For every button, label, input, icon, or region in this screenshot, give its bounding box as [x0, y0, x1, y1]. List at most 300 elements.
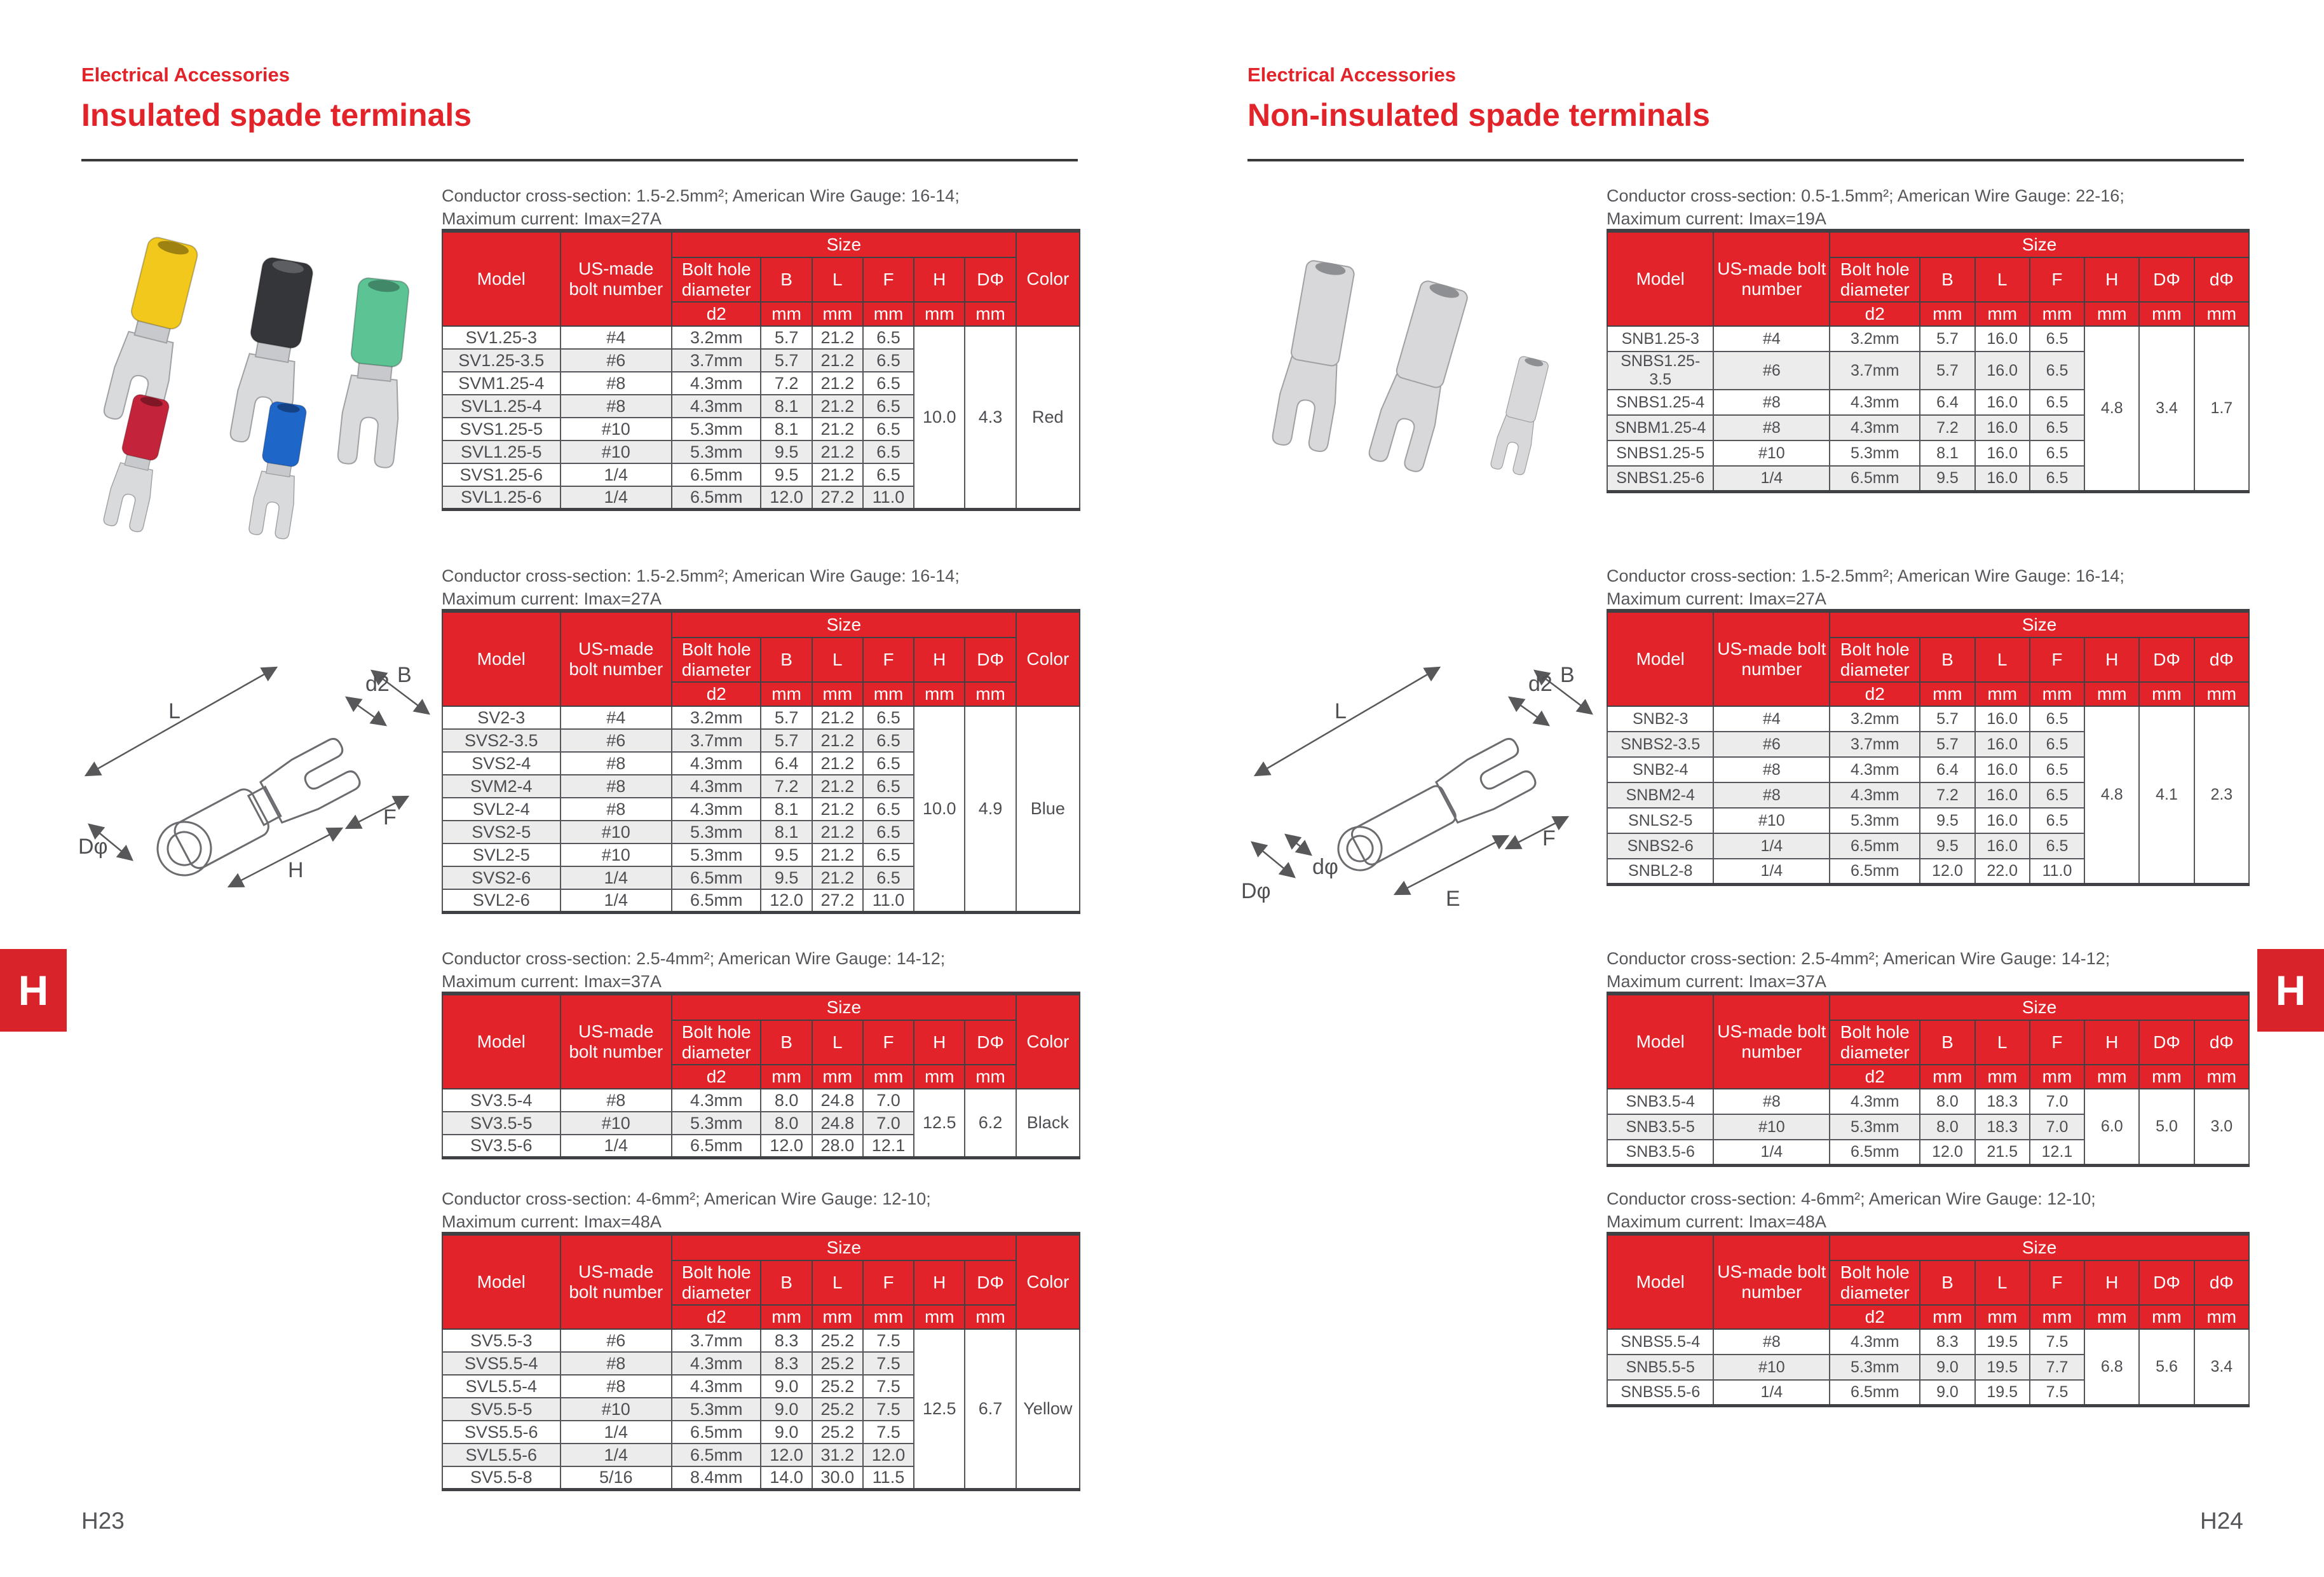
cell-color-merged: Black [1016, 1089, 1080, 1157]
cell-F: 7.5 [2030, 1380, 2084, 1405]
cell-F: 6.5 [2030, 352, 2084, 390]
header-bolt-hole: Bolt hole diameter [1830, 638, 1920, 682]
cell-d2: 5.3mm [1830, 1114, 1920, 1140]
cell-model: SV1.25-3.5 [442, 349, 561, 372]
cell-F: 6.5 [2030, 808, 2084, 833]
spec-table [1607, 992, 2250, 1167]
cell-L: 16.0 [1975, 440, 2030, 466]
cell-bolt-number: #4 [1713, 326, 1830, 352]
header-Dphi: DΦ [965, 638, 1016, 682]
right-page-title: Non-insulated spade terminals [1247, 97, 1710, 133]
cell-B: 7.2 [1920, 782, 1974, 808]
insulated-terminals-photo [79, 219, 438, 540]
header-mm: mm [863, 1305, 914, 1329]
cell-d2: 6.5mm [672, 463, 761, 486]
header-size: Size [1830, 231, 2249, 257]
cell-H-merged: 6.0 [2084, 1089, 2139, 1165]
cell-F: 6.5 [2030, 466, 2084, 491]
note-line-1: Conductor cross-section: 1.5-2.5mm²; American Wire Gauge: 16-14; [442, 186, 960, 205]
note-line-1: Conductor cross-section: 1.5-2.5mm²; American Wire Gauge: 16-14; [442, 566, 960, 585]
cell-model: SNB3.5-4 [1607, 1089, 1713, 1114]
note-line-1: Conductor cross-section: 4-6mm²; American Wire Gauge: 12-10; [442, 1189, 931, 1208]
note-line-2: Maximum current: Imax=27A [442, 209, 662, 228]
cell-d2: 6.5mm [672, 1421, 761, 1444]
non-insulated-terminal-diagram [1236, 658, 1608, 912]
cell-dphi-lower-merged: 3.4 [2194, 1329, 2249, 1405]
spec-table-sv2 [442, 609, 1080, 914]
cell-F: 7.5 [2030, 1329, 2084, 1355]
cell-bolt-number: 1/4 [561, 486, 672, 509]
cell-F: 7.0 [863, 1112, 914, 1135]
cell-model: SVL1.25-5 [442, 440, 561, 463]
header-H: H [914, 257, 965, 302]
header-bolt-number: US-made bolt number [561, 231, 672, 326]
cell-d2: 5.3mm [1830, 808, 1920, 833]
cell-bolt-number: #8 [1713, 782, 1830, 808]
cell-B: 12.0 [761, 1444, 812, 1466]
cell-L: 25.2 [812, 1352, 863, 1375]
header-Dphi: DΦ [2139, 1260, 2194, 1305]
header-size: Size [1830, 993, 2249, 1020]
cell-model: SNLS2-5 [1607, 808, 1713, 833]
non-insulated-terminals-photo [1255, 248, 1601, 515]
header-d2: d2 [672, 682, 761, 706]
dim-label-Dphi: Dφ [78, 835, 108, 859]
cell-d2: 4.3mm [1830, 757, 1920, 782]
cell-bolt-number: #6 [1713, 732, 1830, 757]
spec-table-snb35 [1607, 992, 2250, 1167]
cell-model: SVL1.25-6 [442, 486, 561, 509]
header-mm: mm [965, 682, 1016, 706]
header-B: B [1920, 1260, 1974, 1305]
cell-d2: 5.3mm [672, 843, 761, 866]
cell-d2: 5.3mm [672, 418, 761, 440]
header-bolt-hole: Bolt hole diameter [672, 638, 761, 682]
note-line-2: Maximum current: Imax=27A [442, 589, 662, 608]
table-note [1607, 184, 2124, 230]
header-mm: mm [2139, 1305, 2194, 1329]
cell-L: 21.5 [1975, 1140, 2030, 1165]
cell-F: 11.5 [863, 1466, 914, 1489]
cell-bolt-number: #10 [1713, 440, 1830, 466]
header-mm: mm [761, 682, 812, 706]
cell-H-merged: 4.8 [2084, 706, 2139, 884]
header-L: L [812, 638, 863, 682]
header-F: F [2030, 1020, 2084, 1065]
header-d2: d2 [1830, 1305, 1920, 1329]
cell-bolt-number: #6 [1713, 352, 1830, 390]
cell-L: 16.0 [1975, 706, 2030, 732]
cell-d2: 4.3mm [672, 1375, 761, 1398]
header-B: B [1920, 1020, 1974, 1065]
header-bolt-number: US-made bolt number [1713, 1234, 1830, 1329]
cell-L: 24.8 [812, 1089, 863, 1112]
cell-F: 6.5 [863, 372, 914, 395]
cell-B: 5.7 [1920, 326, 1974, 352]
cell-model: SVM2-4 [442, 775, 561, 798]
cell-F: 6.5 [2030, 757, 2084, 782]
cell-B: 8.3 [761, 1352, 812, 1375]
cell-model: SNBS1.25-3.5 [1607, 352, 1713, 390]
cell-bolt-number: 1/4 [561, 463, 672, 486]
cell-L: 25.2 [812, 1329, 863, 1352]
cell-B: 8.0 [1920, 1114, 1974, 1140]
header-mm: mm [761, 302, 812, 326]
cell-H-merged: 12.5 [914, 1089, 965, 1157]
cell-bolt-number: 1/4 [561, 1135, 672, 1157]
cell-Dphi-merged: 3.4 [2139, 326, 2194, 491]
dim-label-L: L [1335, 699, 1347, 723]
dim-label-Dphi: Dφ [1241, 879, 1271, 903]
cell-B: 8.1 [761, 821, 812, 843]
cell-bolt-number: #10 [561, 821, 672, 843]
header-mm: mm [1975, 1065, 2030, 1089]
right-page-number: H24 [2200, 1508, 2243, 1534]
cell-B: 5.7 [1920, 352, 1974, 390]
cell-B: 9.5 [1920, 833, 1974, 859]
header-mm: mm [914, 1065, 965, 1089]
cell-d2: 4.3mm [672, 1089, 761, 1112]
cell-F: 6.5 [863, 463, 914, 486]
chapter-tab-right: H [2257, 949, 2324, 1032]
cell-L: 19.5 [1975, 1355, 2030, 1380]
cell-B: 8.1 [1920, 440, 1974, 466]
dim-label-B: B [397, 663, 412, 687]
cell-F: 7.0 [2030, 1089, 2084, 1114]
header-d2: d2 [1830, 682, 1920, 706]
cell-model: SVS5.5-6 [442, 1421, 561, 1444]
header-mm: mm [2139, 302, 2194, 326]
cell-F: 6.5 [2030, 415, 2084, 440]
spec-table-sv55 [442, 1232, 1080, 1491]
cell-bolt-number: 1/4 [1713, 1380, 1830, 1405]
cell-model: SVS1.25-6 [442, 463, 561, 486]
header-mm: mm [1920, 1065, 1974, 1089]
cell-model: SV5.5-3 [442, 1329, 561, 1352]
header-mm: mm [2030, 1065, 2084, 1089]
note-line-1: Conductor cross-section: 1.5-2.5mm²; American Wire Gauge: 16-14; [1607, 566, 2124, 585]
cell-F: 11.0 [863, 889, 914, 912]
note-line-2: Maximum current: Imax=48A [1607, 1212, 1826, 1231]
cell-F: 6.5 [863, 798, 914, 821]
left-title-rule [81, 159, 1078, 161]
cell-model: SVL2-6 [442, 889, 561, 912]
header-mm: mm [2139, 682, 2194, 706]
cell-bolt-number: #8 [1713, 1089, 1830, 1114]
header-bolt-number: US-made bolt number [1713, 611, 1830, 706]
cell-model: SVS1.25-5 [442, 418, 561, 440]
cell-d2: 3.2mm [1830, 706, 1920, 732]
cell-F: 11.0 [2030, 859, 2084, 884]
spec-table-sv125 [442, 229, 1080, 511]
cell-F: 6.5 [2030, 706, 2084, 732]
cell-d2: 5.3mm [672, 821, 761, 843]
dim-label-H: H [288, 858, 304, 882]
cell-L: 16.0 [1975, 782, 2030, 808]
cell-L: 16.0 [1975, 808, 2030, 833]
table-note [1607, 1187, 2096, 1233]
terminal-silver-2 [1368, 278, 1473, 474]
cell-bolt-number: #8 [1713, 757, 1830, 782]
cell-model: SVS2-6 [442, 866, 561, 889]
cell-model: SV3.5-4 [442, 1089, 561, 1112]
header-mm: mm [2194, 682, 2249, 706]
cell-F: 12.1 [2030, 1140, 2084, 1165]
cell-model: SVS5.5-4 [442, 1352, 561, 1375]
spec-table [442, 992, 1080, 1159]
cell-B: 9.5 [761, 843, 812, 866]
cell-B: 9.5 [761, 463, 812, 486]
header-L: L [812, 257, 863, 302]
cell-L: 21.2 [812, 395, 863, 418]
header-bolt-hole: Bolt hole diameter [672, 1020, 761, 1065]
cell-bolt-number: #6 [561, 349, 672, 372]
cell-F: 12.1 [863, 1135, 914, 1157]
cell-B: 5.7 [761, 706, 812, 729]
cell-model: SNBS5.5-6 [1607, 1380, 1713, 1405]
cell-d2: 5.3mm [672, 1398, 761, 1421]
cell-F: 6.5 [2030, 440, 2084, 466]
header-Dphi: DΦ [965, 257, 1016, 302]
cell-model: SNBS2-3.5 [1607, 732, 1713, 757]
header-model: Model [442, 611, 561, 706]
spec-table-snbs55 [1607, 1232, 2250, 1407]
cell-B: 12.0 [761, 889, 812, 912]
table-note [442, 184, 960, 230]
spec-table-snb125 [1607, 229, 2250, 493]
cell-F: 7.5 [863, 1329, 914, 1352]
cell-L: 21.2 [812, 866, 863, 889]
spec-table [442, 609, 1080, 914]
dim-label-B: B [1560, 663, 1575, 687]
dim-label-d2: d2 [1528, 672, 1553, 696]
cell-d2: 6.5mm [1830, 1140, 1920, 1165]
cell-F: 6.5 [863, 821, 914, 843]
cell-F: 6.5 [863, 866, 914, 889]
cell-bolt-number: #8 [561, 1375, 672, 1398]
cell-bolt-number: #10 [561, 1398, 672, 1421]
cell-d2: 4.3mm [1830, 415, 1920, 440]
cell-bolt-number: #8 [561, 372, 672, 395]
cell-L: 16.0 [1975, 466, 2030, 491]
header-color: Color [1016, 611, 1080, 706]
cell-bolt-number: #10 [561, 440, 672, 463]
cell-model: SVL2-5 [442, 843, 561, 866]
header-L: L [1975, 638, 2030, 682]
cell-Dphi-merged: 4.3 [965, 326, 1016, 509]
header-d2: d2 [672, 1065, 761, 1089]
cell-B: 9.0 [1920, 1355, 1974, 1380]
header-L: L [812, 1020, 863, 1065]
cell-bolt-number: 1/4 [561, 889, 672, 912]
header-mm: mm [2194, 1065, 2249, 1089]
header-color: Color [1016, 993, 1080, 1089]
cell-F: 6.5 [863, 843, 914, 866]
cell-B: 5.7 [1920, 706, 1974, 732]
header-B: B [1920, 257, 1974, 302]
cell-model: SVL1.25-4 [442, 395, 561, 418]
cell-model: SNB3.5-6 [1607, 1140, 1713, 1165]
cell-model: SNB2-3 [1607, 706, 1713, 732]
cell-B: 12.0 [761, 486, 812, 509]
cell-bolt-number: #8 [1713, 415, 1830, 440]
cell-L: 21.2 [812, 843, 863, 866]
cell-B: 8.3 [761, 1329, 812, 1352]
cell-L: 21.2 [812, 775, 863, 798]
table-note [442, 947, 945, 993]
header-L: L [812, 1260, 863, 1305]
cell-bolt-number: #6 [561, 1329, 672, 1352]
cell-bolt-number: #8 [1713, 390, 1830, 415]
cell-F: 6.5 [863, 349, 914, 372]
header-B: B [1920, 638, 1974, 682]
cell-model: SV2-3 [442, 706, 561, 729]
header-color: Color [1016, 231, 1080, 326]
note-line-1: Conductor cross-section: 2.5-4mm²; American Wire Gauge: 14-12; [1607, 949, 2110, 968]
header-H: H [2084, 257, 2139, 302]
cell-d2: 6.5mm [1830, 1380, 1920, 1405]
header-d2: d2 [672, 302, 761, 326]
header-F: F [2030, 638, 2084, 682]
cell-bolt-number: 1/4 [1713, 466, 1830, 491]
cell-L: 19.5 [1975, 1380, 2030, 1405]
header-mm: mm [2084, 1305, 2139, 1329]
cell-L: 21.2 [812, 349, 863, 372]
cell-L: 16.0 [1975, 732, 2030, 757]
cell-bolt-number: #4 [561, 326, 672, 349]
cell-bolt-number: 1/4 [1713, 859, 1830, 884]
cell-F: 7.7 [2030, 1355, 2084, 1380]
header-size: Size [672, 1234, 1016, 1260]
cell-L: 27.2 [812, 486, 863, 509]
header-mm: mm [2084, 302, 2139, 326]
cell-L: 25.2 [812, 1398, 863, 1421]
right-section-label: Electrical Accessories [1247, 64, 1457, 86]
header-F: F [863, 1020, 914, 1065]
cell-L: 21.2 [812, 798, 863, 821]
cell-B: 8.1 [761, 418, 812, 440]
header-Dphi: DΦ [2139, 1020, 2194, 1065]
cell-L: 21.2 [812, 326, 863, 349]
header-dphi-lower: dΦ [2194, 257, 2249, 302]
header-B: B [761, 1020, 812, 1065]
cell-model: SV3.5-6 [442, 1135, 561, 1157]
cell-color-merged: Red [1016, 326, 1080, 509]
spec-table-snb2 [1607, 609, 2250, 886]
cell-B: 6.4 [761, 752, 812, 775]
cell-d2: 8.4mm [672, 1466, 761, 1489]
cell-B: 8.0 [761, 1112, 812, 1135]
cell-model: SVL2-4 [442, 798, 561, 821]
left-section-label: Electrical Accessories [81, 64, 290, 86]
cell-d2: 6.5mm [1830, 466, 1920, 491]
header-mm: mm [2139, 1065, 2194, 1089]
cell-d2: 6.5mm [672, 1135, 761, 1157]
cell-Dphi-merged: 4.1 [2139, 706, 2194, 884]
header-H: H [2084, 638, 2139, 682]
header-model: Model [442, 231, 561, 326]
header-mm: mm [863, 682, 914, 706]
header-mm: mm [2194, 302, 2249, 326]
header-dphi-lower: dΦ [2194, 1020, 2249, 1065]
header-B: B [761, 257, 812, 302]
cell-L: 18.3 [1975, 1114, 2030, 1140]
header-model: Model [442, 993, 561, 1089]
cell-L: 19.5 [1975, 1329, 2030, 1355]
header-mm: mm [2084, 1065, 2139, 1089]
cell-L: 21.2 [812, 463, 863, 486]
header-mm: mm [2030, 302, 2084, 326]
cell-bolt-number: #10 [561, 418, 672, 440]
cell-F: 6.5 [863, 326, 914, 349]
cell-B: 9.5 [1920, 808, 1974, 833]
cell-d2: 4.3mm [672, 395, 761, 418]
cell-d2: 3.7mm [672, 729, 761, 752]
cell-model: SVM1.25-4 [442, 372, 561, 395]
cell-d2: 3.7mm [672, 349, 761, 372]
cell-F: 6.5 [2030, 390, 2084, 415]
cell-F: 12.0 [863, 1444, 914, 1466]
cell-model: SNBS1.25-6 [1607, 466, 1713, 491]
cell-bolt-number: #6 [561, 729, 672, 752]
header-mm: mm [812, 682, 863, 706]
cell-F: 6.5 [863, 752, 914, 775]
cell-bolt-number: #8 [561, 798, 672, 821]
cell-model: SVS2-3.5 [442, 729, 561, 752]
cell-color-merged: Yellow [1016, 1329, 1080, 1489]
cell-B: 8.1 [761, 798, 812, 821]
cell-B: 7.2 [761, 775, 812, 798]
cell-B: 8.3 [1920, 1329, 1974, 1355]
cell-F: 6.5 [2030, 326, 2084, 352]
cell-dphi-lower-merged: 3.0 [2194, 1089, 2249, 1165]
cell-dphi-lower-merged: 2.3 [2194, 706, 2249, 884]
cell-L: 31.2 [812, 1444, 863, 1466]
header-Dphi: DΦ [965, 1260, 1016, 1305]
header-H: H [2084, 1260, 2139, 1305]
header-mm: mm [2030, 1305, 2084, 1329]
header-bolt-number: US-made bolt number [561, 1234, 672, 1329]
header-H: H [914, 1260, 965, 1305]
header-mm: mm [812, 302, 863, 326]
cell-model: SNBL2-8 [1607, 859, 1713, 884]
header-bolt-hole: Bolt hole diameter [1830, 1020, 1920, 1065]
cell-B: 9.0 [761, 1375, 812, 1398]
note-line-2: Maximum current: Imax=48A [442, 1212, 662, 1231]
cell-L: 18.3 [1975, 1089, 2030, 1114]
cell-B: 8.0 [761, 1089, 812, 1112]
cell-d2: 4.3mm [672, 1352, 761, 1375]
cell-B: 5.7 [1920, 732, 1974, 757]
header-size: Size [1830, 611, 2249, 638]
cell-bolt-number: #10 [561, 843, 672, 866]
cell-L: 21.2 [812, 821, 863, 843]
cell-F: 7.0 [2030, 1114, 2084, 1140]
cell-Dphi-merged: 4.9 [965, 706, 1016, 912]
cell-F: 6.5 [863, 440, 914, 463]
header-mm: mm [863, 1065, 914, 1089]
table-note [1607, 564, 2124, 610]
header-mm: mm [1975, 302, 2030, 326]
spec-table [1607, 229, 2250, 493]
spec-table [1607, 609, 2250, 886]
header-d2: d2 [672, 1305, 761, 1329]
header-mm: mm [863, 302, 914, 326]
header-F: F [2030, 257, 2084, 302]
cell-model: SNBM1.25-4 [1607, 415, 1713, 440]
cell-L: 25.2 [812, 1421, 863, 1444]
header-bolt-hole: Bolt hole diameter [1830, 257, 1920, 302]
